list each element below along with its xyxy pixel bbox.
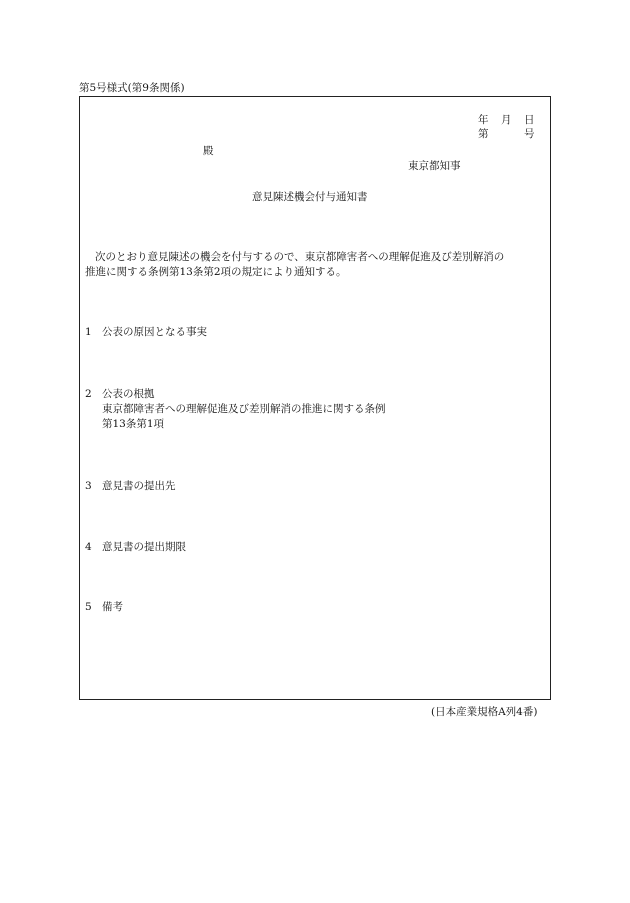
body-line-2: 推進に関する条例第13条第2項の規定により通知する。 <box>85 266 347 278</box>
item-3-number: 3 <box>85 480 92 492</box>
document-title: 意見陳述機会付与通知書 <box>252 191 368 203</box>
issuer-name: 東京都知事 <box>408 160 461 172</box>
form-number-label: 第5号様式(第9条関係) <box>79 82 185 94</box>
item-1-label: 公表の原因となる事実 <box>102 326 207 338</box>
paper-size-note: (日本産業規格A列4番) <box>431 706 538 718</box>
recipient-honorific: 殿 <box>203 145 214 157</box>
item-2-label: 公表の根拠 <box>102 388 155 400</box>
item-4-number: 4 <box>85 541 92 553</box>
date-day-label: 日 <box>524 114 535 126</box>
item-2-detail-2: 第13条第1項 <box>102 418 165 430</box>
body-line-1: 次のとおり意見陳述の機会を付与するので、東京都障害者への理解促進及び差別解消の <box>95 251 505 263</box>
item-4-label: 意見書の提出期限 <box>102 541 186 553</box>
date-year-label: 年 <box>478 114 489 126</box>
item-3-label: 意見書の提出先 <box>102 480 176 492</box>
item-2-detail-1: 東京都障害者への理解促進及び差別解消の推進に関する条例 <box>102 403 386 415</box>
item-2-number: 2 <box>85 388 92 400</box>
doc-number-suffix: 号 <box>524 128 535 140</box>
doc-number-prefix: 第 <box>478 128 489 140</box>
item-1-number: 1 <box>85 326 92 338</box>
body-paragraph <box>85 250 547 280</box>
item-5-label: 備考 <box>102 601 123 613</box>
date-month-label: 月 <box>501 114 512 126</box>
item-5-number: 5 <box>85 601 92 613</box>
